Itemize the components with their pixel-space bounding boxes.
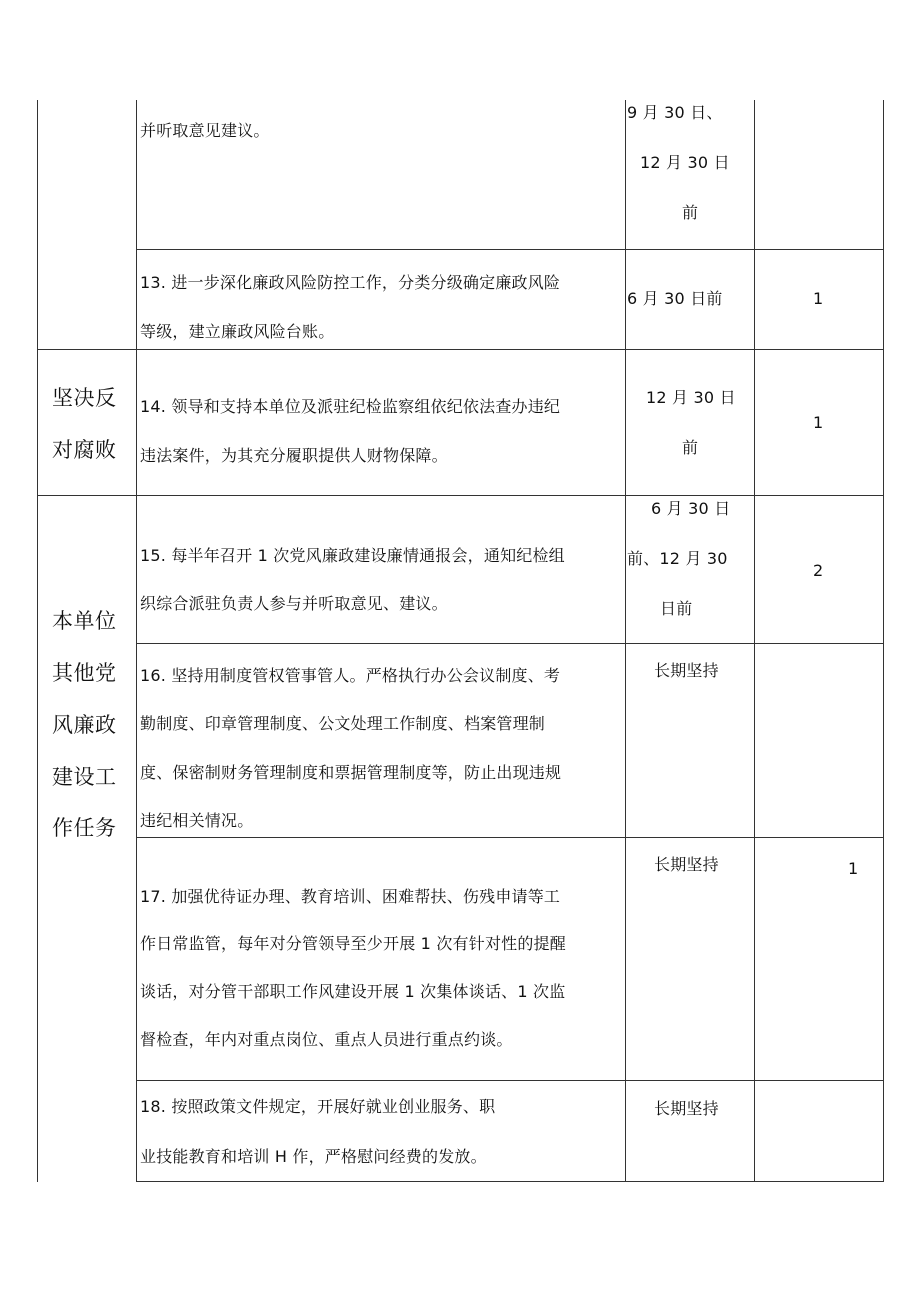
row-17-task-line-2: 作日常监管，每年对分管领导至少开展 1 次有针对性的提醒 <box>140 934 566 953</box>
left-border <box>37 100 38 1182</box>
row-13-task-line-2: 等级，建立廉政风险台账。 <box>140 322 335 341</box>
category-other-tasks-line-4: 建设工 <box>52 765 117 789</box>
row-16-task-line-4: 违纪相关情况。 <box>140 811 254 830</box>
row-13-score: 1 <box>813 289 824 308</box>
category-anti-corruption-line-2: 对腐败 <box>52 438 117 462</box>
row-12-deadline-line-1: 9 月 30 日、 <box>627 103 723 122</box>
row-14-score: 1 <box>813 413 824 432</box>
row-17-task-line-1: 17. 加强优待证办理、教育培训、困难帮扶、伤残申请等工 <box>140 887 561 906</box>
row-divider-12-13 <box>136 249 884 250</box>
column-divider-deadline <box>754 100 755 1182</box>
column-divider-task <box>625 100 626 1182</box>
category-other-tasks-line-3: 风廉政 <box>52 713 117 737</box>
category-other-tasks-line-5: 作任务 <box>52 816 117 840</box>
row-16-task-line-1: 16. 坚持用制度管权管事管人。严格执行办公会议制度、考 <box>140 666 561 685</box>
row-divider-16-17 <box>136 837 884 838</box>
row-16-task-line-2: 勤制度、印章管理制度、公文处理工作制度、档案管理制 <box>140 714 546 733</box>
column-divider-category <box>136 100 137 1182</box>
category-anti-corruption-line-1: 坚决反 <box>52 386 117 410</box>
row-17-task-line-3: 谈话，对分管干部职工作风建设开展 1 次集体谈话、1 次监 <box>140 982 566 1001</box>
row-15-task-line-1: 15. 每半年召开 1 次党风廉政建设廉情通报会，通知纪检组 <box>140 546 565 565</box>
row-18-task-line-2: 业技能教育和培训 H 作，严格慰问经费的发放。 <box>140 1147 487 1166</box>
row-17-task-line-4: 督检查，年内对重点岗位、重点人员进行重点约谈。 <box>140 1030 513 1049</box>
row-divider-13-14 <box>37 349 884 350</box>
row-16-deadline-line-1: 长期坚持 <box>654 661 719 680</box>
row-17-deadline-line-1: 长期坚持 <box>654 855 719 874</box>
right-border <box>883 100 884 1182</box>
category-other-tasks-line-1: 本单位 <box>52 609 117 633</box>
row-18-deadline-line-1: 长期坚持 <box>654 1099 719 1118</box>
row-17-score: 1 <box>848 859 859 878</box>
table-bottom-border <box>136 1181 884 1182</box>
row-14-task-line-1: 14. 领导和支持本单位及派驻纪检监察组依纪依法查办违纪 <box>140 397 561 416</box>
row-14-task-line-2: 违法案件，为其充分履职提供人财物保障。 <box>140 446 448 465</box>
row-13-deadline-line-1: 6 月 30 日前 <box>627 289 723 308</box>
row-divider-17-18 <box>136 1080 884 1081</box>
row-15-score: 2 <box>813 561 824 580</box>
row-14-deadline-line-1: 12 月 30 日 <box>646 388 736 407</box>
row-15-deadline-line-3: 日前 <box>660 599 693 618</box>
row-14-deadline-line-2: 前 <box>682 438 699 457</box>
row-15-deadline-line-1: 6 月 30 日 <box>651 499 731 518</box>
row-divider-15-16 <box>136 643 884 644</box>
row-13-task-line-1: 13. 进一步深化廉政风险防控工作，分类分级确定廉政风险 <box>140 273 561 292</box>
row-12-deadline-line-3: 前 <box>682 203 699 222</box>
row-15-task-line-2: 织综合派驻负责人参与并听取意见、建议。 <box>140 594 448 613</box>
row-divider-14-15 <box>37 495 884 496</box>
row-15-deadline-line-2: 前、12 月 30 <box>627 549 728 568</box>
row-12-deadline-line-2: 12 月 30 日 <box>640 153 730 172</box>
row-16-task-line-3: 度、保密制财务管理制度和票据管理制度等，防止出现违规 <box>140 763 562 782</box>
row-18-task-line-1: 18. 按照政策文件规定，开展好就业创业服务、职 <box>140 1097 496 1116</box>
row-12-task-line-1: 并听取意见建议。 <box>140 121 270 140</box>
category-other-tasks-line-2: 其他党 <box>52 661 117 685</box>
